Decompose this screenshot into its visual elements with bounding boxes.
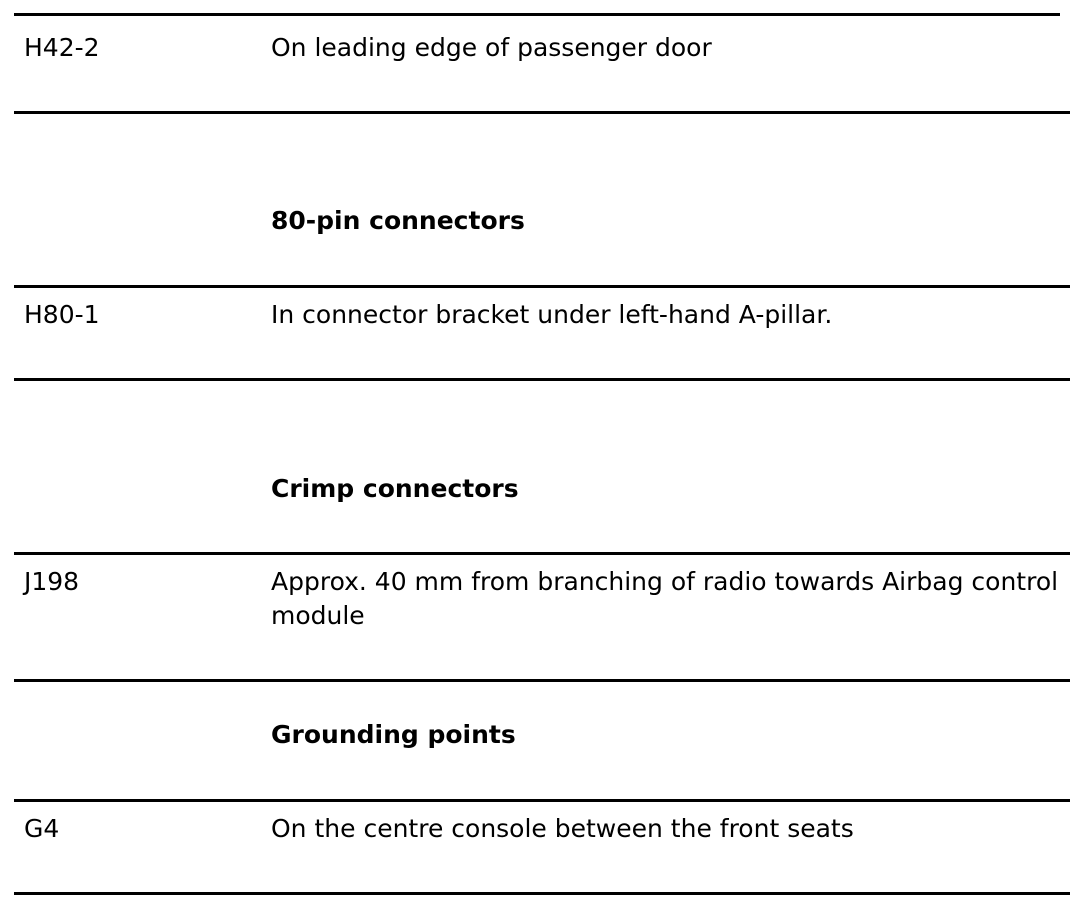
table-rule — [14, 378, 1070, 381]
table-rule — [14, 679, 1070, 682]
table-rule — [14, 111, 1070, 114]
table-rule — [14, 892, 1070, 895]
row-description: In connector bracket under left-hand A-pillar. — [271, 300, 833, 329]
table-rule — [14, 13, 1060, 16]
row-code: H42-2 — [24, 33, 100, 62]
row-description: Approx. 40 mm from branching of radio towards Airbag control module — [271, 567, 1059, 630]
section-heading-crimp: Crimp connectors — [271, 474, 519, 503]
table-rule — [14, 552, 1070, 555]
table-rule — [14, 799, 1070, 802]
row-code: G4 — [24, 814, 60, 843]
row-description: On the centre console between the front seats — [271, 814, 854, 843]
row-description: On leading edge of passenger door — [271, 33, 712, 62]
row-code: J198 — [24, 567, 80, 596]
section-heading-grounding: Grounding points — [271, 720, 516, 749]
section-heading-80-pin: 80-pin connectors — [271, 206, 525, 235]
table-rule — [14, 285, 1070, 288]
row-code: H80-1 — [24, 300, 100, 329]
